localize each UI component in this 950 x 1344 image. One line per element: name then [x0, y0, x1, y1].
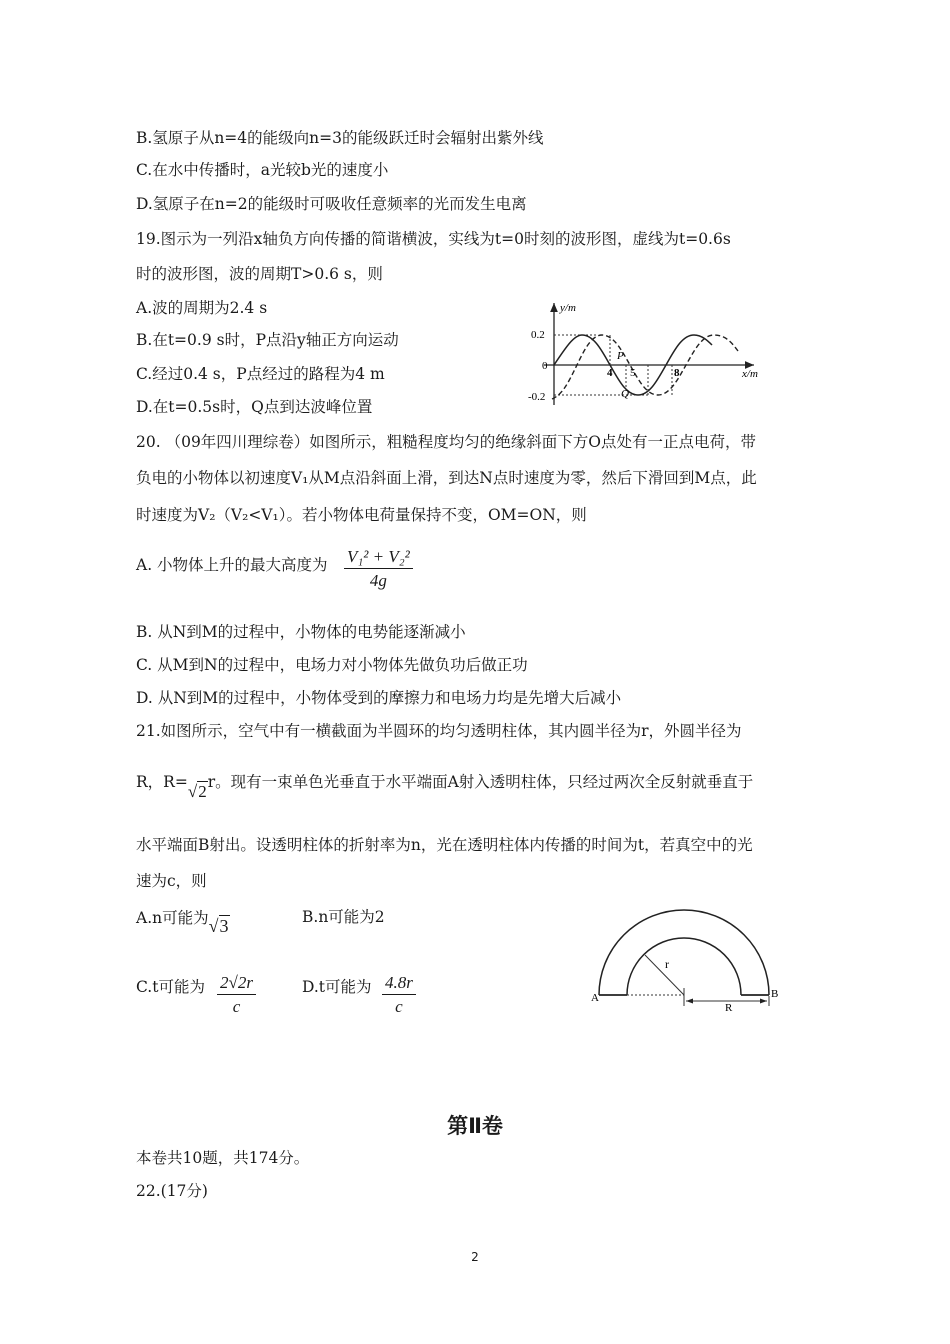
q20-option-c: C. 从M到N的过程中，电场力对小物体先做负功后做正功	[136, 656, 528, 674]
q19-stem-line1: 19.图示为一列沿x轴负方向传播的简谐横波，实线为t=0时刻的波形图，虚线为t=0.6s	[136, 230, 731, 248]
q21-option-d: D.t可能为	[302, 978, 372, 996]
fraction-numerator: V₁² + V₂²	[344, 546, 413, 569]
q19-option-a: A.波的周期为2.4 s	[136, 299, 268, 317]
fraction-numerator: 2√2r	[217, 972, 256, 995]
wave-t06-dashed	[552, 335, 738, 399]
inner-radius-label: r	[665, 957, 669, 971]
q20-option-d: D. 从N到M的过程中，小物体受到的摩擦力和电场力均是先增大后减小	[136, 689, 622, 707]
x-tick-4: 4	[607, 367, 613, 379]
q19-option-c: C.经过0.4 s，P点经过的路程为4 m	[136, 365, 385, 383]
section-intro: 本卷共10题，共174分。	[136, 1149, 310, 1167]
x-axis-label: x/m	[742, 368, 758, 380]
sqrt-expression: √2	[187, 782, 207, 801]
sqrt-radicand: 3	[219, 916, 229, 936]
point-q-label: Q	[621, 388, 629, 400]
q22-heading: 22.(17分)	[136, 1182, 208, 1200]
outer-arc	[599, 910, 769, 995]
option-a-text: A.n可能为	[136, 909, 209, 927]
q21-time-fraction-c	[217, 972, 256, 1019]
q20-stem-line1: 20. （09年四川理综卷）如图所示，粗糙程度均匀的绝缘斜面下方O点处有一正点电荷，带	[136, 433, 757, 451]
x-tick-5: 5	[630, 367, 636, 379]
q20-option-b: B. 从N到M的过程中，小物体的电势能逐渐减小	[136, 623, 466, 641]
q21-option-b: B.n可能为2	[302, 908, 385, 926]
q20-option-a: A. 小物体上升的最大高度为	[136, 556, 328, 574]
sqrt-expression: √3	[208, 916, 229, 936]
q20-stem-line3: 时速度为V₂（V₂<V₁）。若小物体电荷量保持不变，OM=ON，则	[136, 506, 587, 524]
y-tick-positive: 0.2	[531, 329, 545, 341]
q21-stem-line2	[136, 772, 754, 801]
y-tick-negative: -0.2	[528, 391, 546, 403]
fraction-denominator: 4g	[369, 571, 387, 590]
q19-stem-line2: 时的波形图，波的周期T>0.6 s，则	[136, 265, 383, 283]
q20-stem-line2: 负电的小物体以初速度V₁从M点沿斜面上滑，到达N点时速度为零，然后下滑回到M点，此	[136, 469, 757, 487]
dimension-arrow-right	[760, 999, 767, 1004]
q21-stem-line3: 水平端面B射出。设透明柱体的折射率为n，光在透明柱体内传播的时间为t，若真空中的光	[136, 836, 753, 854]
q19-option-d: D.在t=0.5s时，Q点到达波峰位置	[136, 398, 373, 416]
inner-arc	[627, 938, 741, 995]
fraction-numerator: 4.8r	[382, 972, 416, 995]
x-tick-8: 8	[674, 367, 680, 379]
origin-label: 0	[542, 360, 548, 372]
sqrt-radicand: 2	[198, 782, 207, 801]
outer-radius-label: R	[725, 1002, 733, 1012]
q20-height-fraction	[344, 546, 413, 593]
y-axis-label: y/m	[560, 302, 576, 314]
q18-option-d: D.氢原子在n=2的能级时可吸收任意频率的光而发生电离	[136, 195, 527, 213]
end-b-label: B	[771, 988, 779, 1000]
semicircle-ring-figure	[585, 900, 785, 1012]
dimension-arrow-left	[686, 999, 693, 1004]
end-a-label: A	[591, 992, 599, 1004]
fraction-denominator: c	[232, 997, 241, 1016]
q21-stem-line4: 速为c，则	[136, 872, 207, 890]
point-p-label: P	[617, 350, 624, 362]
section-title: 第Ⅱ卷	[447, 1114, 503, 1138]
wave-graph	[522, 295, 772, 413]
q18-option-c: C.在水中传播时，a光较b光的速度小	[136, 161, 389, 179]
q21-stem-prefix: R，R=	[136, 773, 188, 791]
page-number: 2	[471, 1250, 479, 1264]
q21-stem-line1: 21.如图所示，空气中有一横截面为半圆环的均匀透明柱体，其内圆半径为r，外圆半径为	[136, 722, 742, 740]
q19-option-b: B.在t=0.9 s时，P点沿y轴正方向运动	[136, 331, 399, 349]
q21-stem-suffix: r。现有一束单色光垂直于水平端面A射入透明柱体，只经过两次全反射就垂直于	[207, 773, 754, 791]
q18-option-b: B.氢原子从n=4的能级向n=3的能级跃迁时会辐射出紫外线	[136, 129, 544, 147]
q21-option-c: C.t可能为	[136, 978, 205, 996]
q21-option-a	[136, 907, 230, 936]
q21-time-fraction-d	[382, 972, 416, 1019]
fraction-denominator: c	[395, 997, 403, 1016]
